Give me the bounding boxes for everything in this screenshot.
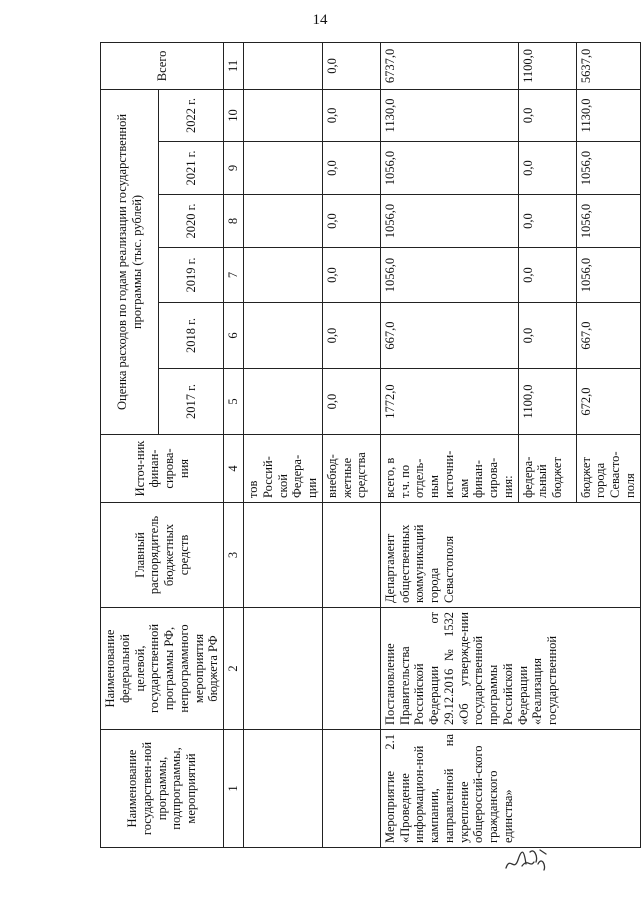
column-number: 10 (224, 89, 244, 141)
funding-source-cell: тов Россий-ской Федера-ции (244, 435, 323, 503)
column-number: 2 (224, 608, 244, 730)
table-row-offbudget (322, 42, 380, 847)
value-cell: 1130,0 (576, 89, 640, 141)
value-cell: 667,0 (380, 303, 518, 369)
value-cell: 1100,0 (518, 369, 576, 435)
funding-source-cell: бюджет города Севасто-поля (576, 435, 640, 503)
value-cell: 0,0 (518, 89, 576, 141)
column-number: 11 (224, 42, 244, 89)
header-year: 2022 г. (159, 89, 224, 141)
column-number: 8 (224, 195, 244, 248)
column-number-row (224, 42, 244, 847)
value-cell: 1056,0 (380, 248, 518, 303)
rotated-table-container (100, 43, 637, 848)
value-cell: 0,0 (518, 142, 576, 195)
table-row-total (380, 42, 518, 847)
header-year: 2020 г. (159, 195, 224, 248)
funding-source-cell: всего, в т.ч. по отдель-ным источни-кам финан-сирова-ния: (380, 435, 518, 503)
value-cell: 0,0 (322, 42, 380, 89)
column-number: 1 (224, 730, 244, 848)
expenses-table (100, 42, 641, 848)
value-cell: 0,0 (518, 248, 576, 303)
value-cell: 667,0 (576, 303, 640, 369)
header-year: 2018 г. (159, 303, 224, 369)
value-cell: 1056,0 (576, 195, 640, 248)
budget-manager-cell: Департамент общественных коммуникаций города Севастополя (380, 503, 640, 608)
continuation-row (244, 42, 323, 847)
measure-name-cell: Мероприятие 2.1 «Проведение информацион-ной кампании, направленной на укрепление общероссий-ского гражданского единства» (380, 730, 640, 848)
header-yearly-estimate: Оценка расходов по годам реализации государственной программы (тыс. рублей) (101, 89, 159, 434)
header-year: 2021 г. (159, 142, 224, 195)
value-cell: 1056,0 (576, 142, 640, 195)
header-year: 2017 г. (159, 369, 224, 435)
header-measure-name: Наименование государствен-ной программы, подпрограммы, мероприятий (101, 730, 224, 848)
page-number: 14 (312, 12, 328, 28)
value-cell: 0,0 (518, 195, 576, 248)
header-row-1 (101, 42, 159, 847)
value-cell: 0,0 (322, 195, 380, 248)
column-number: 4 (224, 435, 244, 503)
handwritten-signature (500, 838, 560, 878)
value-cell: 5637,0 (576, 42, 640, 89)
column-number: 6 (224, 303, 244, 369)
header-program-name: Наименование федеральной целевой, государственной программы РФ, непрограммного мероприятия бюджета РФ (101, 608, 224, 730)
funding-source-cell: федера-льный бюджет (518, 435, 576, 503)
value-cell: 0,0 (322, 303, 380, 369)
value-cell: 0,0 (322, 248, 380, 303)
value-cell: 0,0 (518, 303, 576, 369)
value-cell: 672,0 (576, 369, 640, 435)
header-year: 2019 г. (159, 248, 224, 303)
column-number: 5 (224, 369, 244, 435)
value-cell: 0,0 (322, 142, 380, 195)
value-cell: 0,0 (322, 369, 380, 435)
value-cell: 1100,0 (518, 42, 576, 89)
header-funding-source: Источ-ник финан-сирова-ния (101, 435, 224, 503)
value-cell: 6737,0 (380, 42, 518, 89)
funding-source-cell: внебюд-жетные средства (322, 435, 380, 503)
value-cell: 1130,0 (380, 89, 518, 141)
value-cell: 1056,0 (380, 195, 518, 248)
column-number: 7 (224, 248, 244, 303)
value-cell: 0,0 (322, 89, 380, 141)
program-name-cell: Постановление Правительства Российской Федерации от 29.12.2016 № 1532 «Об утвержде-нии государственной программы Российской Федерации «Реализация государственной (380, 608, 640, 730)
header-budget-manager: Главный распорядитель бюджетных средств (101, 503, 224, 608)
header-total: Всего (101, 42, 224, 89)
column-number: 3 (224, 503, 244, 608)
value-cell: 1056,0 (380, 142, 518, 195)
value-cell: 1056,0 (576, 248, 640, 303)
value-cell: 1772,0 (380, 369, 518, 435)
column-number: 9 (224, 142, 244, 195)
